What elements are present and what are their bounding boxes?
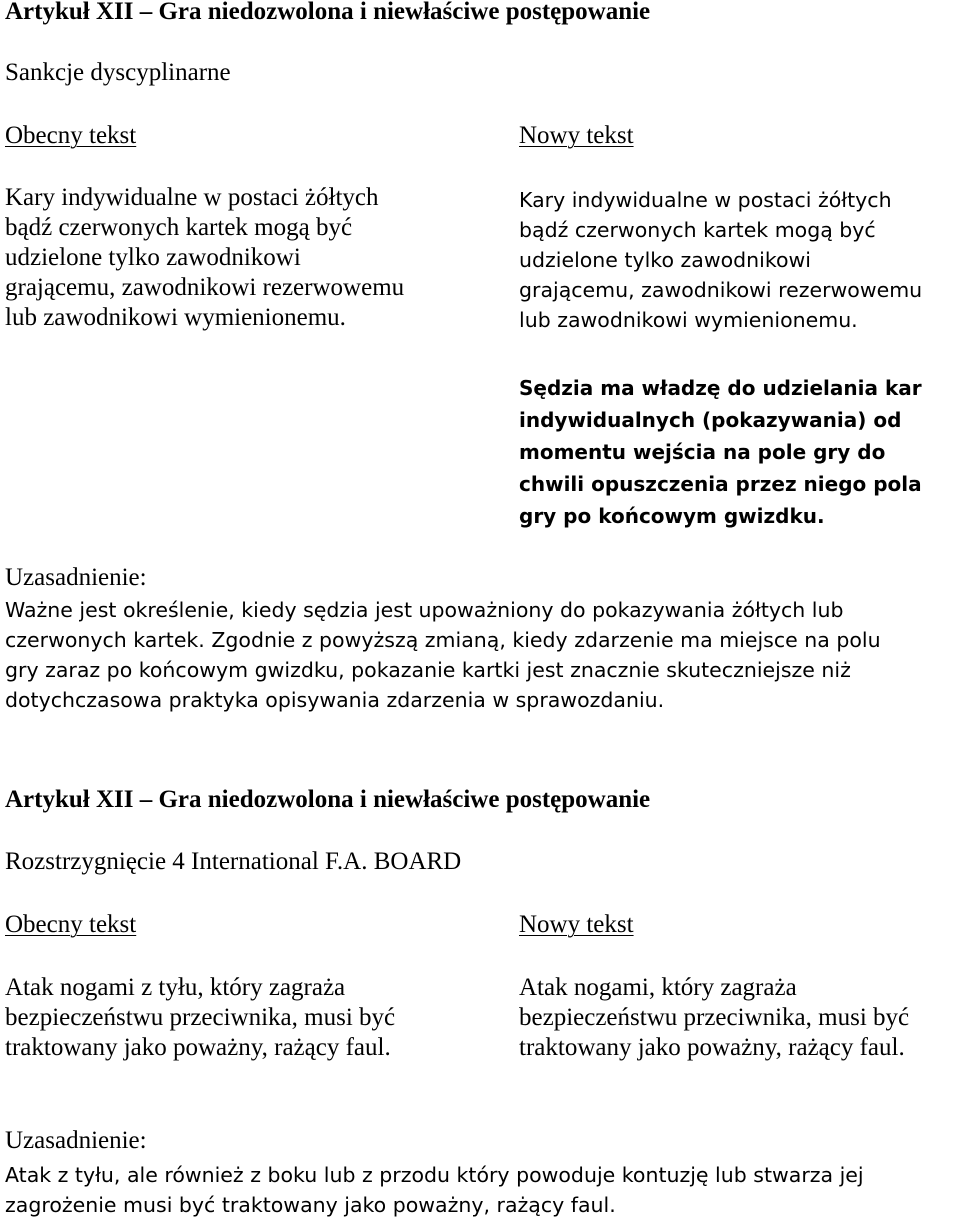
text-line: grającemu, zawodnikowi rezerwowemu: [519, 278, 923, 302]
article-title-1: Artykuł XII – Gra niedozwolona i niewłaściwe postępowanie: [5, 0, 651, 25]
text-line: czerwonych kartek. Zgodnie z powyższą zmianą, kiedy zdarzenie ma miejsce na polu: [5, 628, 881, 652]
text-line: gry zaraz po końcowym gwizdku, pokazanie kartki jest znacznie skuteczniejsze niż: [5, 658, 851, 682]
article-title-2: Artykuł XII – Gra niedozwolona i niewłaściwe postępowanie: [5, 786, 651, 813]
text-line: Kary indywidualne w postaci żółtych: [519, 188, 892, 212]
text-line: bezpieczeństwu przeciwnika, musi być: [5, 1004, 396, 1031]
new-text-added-paragraph: [519, 372, 922, 532]
current-text-paragraph-2: [5, 973, 395, 1063]
current-text-heading-1: Obecny tekst: [5, 122, 137, 149]
text-line: bądź czerwonych kartek mogą być: [5, 214, 353, 241]
current-text-heading-2: Obecny tekst: [5, 911, 137, 938]
text-line: Atak nogami, który zagraża: [519, 974, 797, 1001]
text-line: traktowany jako poważny, rażący faul.: [5, 1034, 391, 1061]
text-line: zagrożenie musi być traktowany jako poważny, rażący faul.: [5, 1193, 616, 1217]
justification-heading-1: Uzasadnienie:: [5, 564, 147, 591]
new-text-heading-1: Nowy tekst: [519, 122, 634, 149]
justification-heading-2: Uzasadnienie:: [5, 1127, 147, 1154]
text-line: udzielone tylko zawodnikowi: [519, 248, 811, 272]
new-text-paragraph-1: [519, 185, 922, 335]
text-line: Kary indywidualne w postaci żółtych: [5, 184, 379, 211]
text-line: udzielone tylko zawodnikowi: [5, 244, 301, 271]
text-line: momentu wejścia na pole gry do: [519, 440, 886, 464]
text-line: lub zawodnikowi wymienionemu.: [519, 308, 858, 332]
justification-paragraph-1: [5, 595, 881, 715]
text-line: chwili opuszczenia przez niego pola: [519, 472, 922, 496]
justification-paragraph-2: [5, 1160, 864, 1220]
text-line: lub zawodnikowi wymienionemu.: [5, 304, 346, 331]
text-line: Atak z tyłu, ale również z boku lub z przodu który powoduje kontuzję lub stwarza jej: [5, 1163, 864, 1187]
new-text-paragraph-2: [519, 973, 909, 1063]
text-line: bezpieczeństwu przeciwnika, musi być: [519, 1004, 910, 1031]
current-text-paragraph-1: [5, 183, 404, 333]
new-text-heading-2: Nowy tekst: [519, 911, 634, 938]
text-line: grającemu, zawodnikowi rezerwowemu: [5, 274, 405, 301]
text-line: indywidualnych (pokazywania) od: [519, 408, 902, 432]
subtitle-disciplinary-sanctions: Sankcje dyscyplinarne: [5, 59, 231, 86]
text-line: Ważne jest określenie, kiedy sędzia jest upoważniony do pokazywania żółtych lub: [5, 598, 844, 622]
text-line: dotychczasowa praktyka opisywania zdarzenia w sprawozdaniu.: [5, 688, 665, 712]
text-line: bądź czerwonych kartek mogą być: [519, 218, 876, 242]
text-line: Sędzia ma władzę do udzielania kar: [519, 376, 922, 400]
text-line: Atak nogami z tyłu, który zagraża: [5, 974, 346, 1001]
subtitle-ifab-decision: Rozstrzygnięcie 4 International F.A. BOARD: [5, 848, 462, 875]
text-line: traktowany jako poważny, rażący faul.: [519, 1034, 905, 1061]
text-line: gry po końcowym gwizdku.: [519, 504, 825, 528]
